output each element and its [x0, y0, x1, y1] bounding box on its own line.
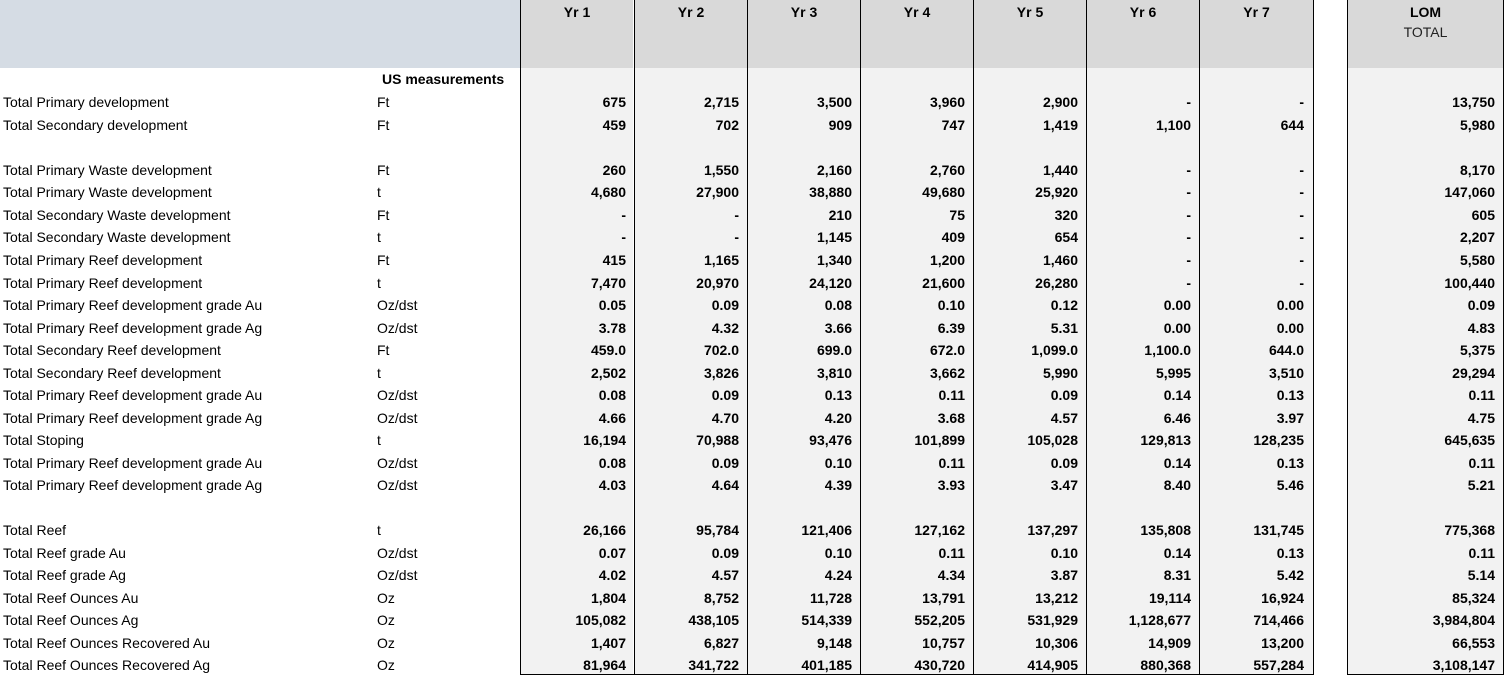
year-value: - [734, 207, 739, 223]
year-value: 0.11 [938, 545, 965, 561]
year-value: 101,899 [914, 432, 965, 448]
table-row [0, 632, 1505, 654]
year-value: - [734, 229, 739, 245]
year-value: 137,297 [1027, 522, 1078, 538]
year-value: 2,715 [703, 94, 739, 110]
year-value: 0.14 [1163, 545, 1191, 561]
year-value: 127,162 [914, 522, 965, 538]
year-value: 880,368 [1140, 657, 1191, 673]
year-value: 10,306 [1035, 635, 1078, 651]
year-value: 714,466 [1253, 612, 1304, 628]
year-value: 5,990 [1042, 365, 1078, 381]
row-unit: Oz [377, 657, 395, 673]
year-header: Yr 2 [635, 0, 747, 68]
lom-total-value: 2,207 [1459, 229, 1495, 245]
row-label: Total Primary Reef development grade Ag [3, 410, 263, 426]
year-value: 20,970 [696, 275, 739, 291]
year-value: 5.46 [1276, 477, 1304, 493]
lom-total-value: 3,108,147 [1432, 657, 1495, 673]
lom-total-value: 605 [1471, 207, 1495, 223]
year-value: 1,100 [1155, 117, 1191, 133]
lom-total-value: 775,368 [1444, 522, 1495, 538]
lom-total-value: 5,580 [1459, 252, 1495, 268]
year-value: - [1299, 275, 1304, 291]
lom-total-value: 4.75 [1467, 410, 1495, 426]
year-value: 0.00 [1163, 297, 1191, 313]
row-label: Total Reef grade Ag [3, 567, 126, 583]
year-value: 8.31 [1163, 567, 1191, 583]
year-value: - [1299, 207, 1304, 223]
year-value: 13,200 [1261, 635, 1304, 651]
year-value: 6,827 [703, 635, 739, 651]
year-value: 4.39 [824, 477, 852, 493]
row-label: Total Secondary Waste development [3, 229, 231, 245]
year-value: 0.08 [824, 297, 852, 313]
year-value: 129,813 [1140, 432, 1191, 448]
row-unit: Oz/dst [377, 387, 418, 403]
row-unit: t [377, 432, 381, 448]
year-value: 4.66 [598, 410, 626, 426]
year-value: 2,760 [929, 162, 965, 178]
table-row [0, 339, 1505, 361]
year-value: 4.64 [711, 477, 739, 493]
year-value: 459.0 [590, 342, 626, 358]
row-unit: Oz [377, 590, 395, 606]
year-value: 3,510 [1268, 365, 1304, 381]
lom-total-value: 8,170 [1459, 162, 1495, 178]
row-unit: Oz/dst [377, 297, 418, 313]
year-value: 49,680 [922, 184, 965, 200]
year-value: 672.0 [929, 342, 965, 358]
year-value: 3.93 [937, 477, 965, 493]
year-value: 1,099.0 [1031, 342, 1078, 358]
year-value: 8,752 [703, 590, 739, 606]
year-value: 105,028 [1027, 432, 1078, 448]
year-value: 3.68 [937, 410, 965, 426]
table-row [0, 272, 1505, 294]
year-value: 0.08 [598, 455, 626, 471]
table-row [0, 519, 1505, 541]
year-value: 5.31 [1050, 320, 1078, 336]
year-value: 7,470 [590, 275, 626, 291]
year-value: 4.03 [598, 477, 626, 493]
lom-total-value: 85,324 [1452, 590, 1495, 606]
row-unit: Oz/dst [377, 545, 418, 561]
lom-total-value: 0.09 [1467, 297, 1495, 313]
year-value: 0.11 [938, 455, 965, 471]
table-row [0, 609, 1505, 631]
year-value: 0.10 [824, 455, 852, 471]
lom-total-value: 5.21 [1467, 477, 1495, 493]
row-unit: Ft [377, 162, 390, 178]
year-value: 11,728 [809, 590, 852, 606]
table-row [0, 429, 1505, 451]
year-value: 95,784 [696, 522, 739, 538]
lom-total-value: 5,980 [1459, 117, 1495, 133]
year-value: 320 [1054, 207, 1078, 223]
year-value: 2,160 [816, 162, 852, 178]
lom-total-value: 66,553 [1452, 635, 1495, 651]
row-label: Total Reef Ounces Au [3, 590, 139, 606]
table-row [0, 91, 1505, 113]
year-value: 121,406 [801, 522, 852, 538]
year-value: 415 [602, 252, 626, 268]
year-value: 13,212 [1035, 590, 1078, 606]
year-value: 24,120 [809, 275, 852, 291]
year-value: 654 [1054, 229, 1078, 245]
section-label: US measurements [382, 71, 505, 87]
row-label: Total Reef Ounces Ag [3, 612, 139, 628]
year-value: 0.11 [938, 387, 965, 403]
year-value: - [1186, 229, 1191, 245]
year-value: 2,900 [1042, 94, 1078, 110]
table-row [0, 114, 1505, 136]
year-value: 0.14 [1163, 455, 1191, 471]
year-value: 1,165 [703, 252, 739, 268]
year-value: 3.78 [598, 320, 626, 336]
row-label: Total Reef [3, 522, 67, 538]
year-value: 210 [828, 207, 852, 223]
year-value: 25,920 [1035, 184, 1078, 200]
lom-total-value: 0.11 [1468, 387, 1495, 403]
year-value: 1,100.0 [1144, 342, 1191, 358]
year-value: 3,662 [929, 365, 965, 381]
year-value: 81,964 [583, 657, 626, 673]
row-unit: Ft [377, 117, 390, 133]
row-label: Total Secondary development [3, 117, 188, 133]
table-row [0, 407, 1505, 429]
year-value: 6.46 [1163, 410, 1191, 426]
year-value: 0.13 [1276, 545, 1304, 561]
lom-total-value: 3,984,804 [1432, 612, 1495, 628]
year-value: 0.13 [824, 387, 852, 403]
year-value: 14,909 [1148, 635, 1191, 651]
year-value: 909 [828, 117, 852, 133]
year-value: 0.09 [711, 387, 739, 403]
year-value: 675 [602, 94, 626, 110]
year-header: Yr 6 [1087, 0, 1199, 68]
row-unit: t [377, 184, 381, 200]
row-label: Total Reef Ounces Recovered Ag [3, 657, 211, 673]
row-unit: Ft [377, 252, 390, 268]
year-value: 430,720 [914, 657, 965, 673]
year-value: 699.0 [816, 342, 852, 358]
year-value: 0.07 [598, 545, 626, 561]
year-value: 1,419 [1042, 117, 1078, 133]
year-value: 4.02 [598, 567, 626, 583]
year-header: Yr 5 [974, 0, 1086, 68]
year-value: 105,082 [575, 612, 626, 628]
year-value: 0.09 [711, 545, 739, 561]
year-value: 135,808 [1140, 522, 1191, 538]
row-unit: Ft [377, 342, 390, 358]
row-label: Total Stoping [3, 432, 84, 448]
row-unit: Oz/dst [377, 567, 418, 583]
row-label: Total Reef grade Au [3, 545, 126, 561]
year-value: 0.10 [824, 545, 852, 561]
year-value: 75 [949, 207, 965, 223]
year-value: 6.39 [937, 320, 965, 336]
year-value: 19,114 [1148, 590, 1191, 606]
year-value: 644 [1280, 117, 1304, 133]
year-value: 0.09 [711, 455, 739, 471]
year-value: - [1186, 252, 1191, 268]
year-value: 9,148 [816, 635, 852, 651]
header-band [0, 0, 520, 68]
year-value: 1,460 [1042, 252, 1078, 268]
year-header: Yr 3 [748, 0, 860, 68]
year-value: 0.09 [1050, 455, 1078, 471]
year-value: 644.0 [1268, 342, 1304, 358]
year-value: 3,500 [816, 94, 852, 110]
year-value: 4,680 [590, 184, 626, 200]
year-value: 414,905 [1027, 657, 1078, 673]
year-value: 3.97 [1276, 410, 1304, 426]
year-value: - [1299, 229, 1304, 245]
year-value: 409 [941, 229, 965, 245]
year-value: 93,476 [809, 432, 852, 448]
year-header: Yr 4 [861, 0, 973, 68]
row-label: Total Secondary Reef development [3, 342, 221, 358]
year-value: 1,550 [703, 162, 739, 178]
row-label: Total Primary Reef development grade Ag [3, 477, 263, 493]
year-value: - [1299, 252, 1304, 268]
row-label: Total Reef Ounces Recovered Au [3, 635, 211, 651]
year-value: 3.47 [1050, 477, 1078, 493]
year-value: 16,194 [583, 432, 626, 448]
lom-total-value: 4.83 [1467, 320, 1495, 336]
year-value: 4.24 [824, 567, 852, 583]
year-value: 1,440 [1042, 162, 1078, 178]
row-label: Total Primary Waste development [3, 162, 212, 178]
row-unit: Oz/dst [377, 455, 418, 471]
lom-subtitle: TOTAL [1403, 24, 1448, 40]
year-value: 1,200 [929, 252, 965, 268]
year-value: 552,205 [914, 612, 965, 628]
year-value: 3,810 [816, 365, 852, 381]
year-value: 0.00 [1163, 320, 1191, 336]
year-value: 26,166 [583, 522, 626, 538]
lom-total-value: 29,294 [1452, 365, 1495, 381]
year-value: 1,340 [816, 252, 852, 268]
lom-total-value: 0.11 [1468, 455, 1495, 471]
year-value: 70,988 [696, 432, 739, 448]
year-value: 0.10 [1050, 545, 1078, 561]
year-value: 5,995 [1155, 365, 1191, 381]
row-unit: Ft [377, 207, 390, 223]
table-row [0, 384, 1505, 406]
year-header: Yr 1 [521, 0, 633, 68]
table-row [0, 587, 1505, 609]
year-value: 2,502 [590, 365, 626, 381]
year-value: 4.34 [937, 567, 965, 583]
year-value: 341,722 [688, 657, 739, 673]
year-value: 10,757 [922, 635, 965, 651]
table-row [0, 564, 1505, 586]
year-value: - [1299, 184, 1304, 200]
year-value: 8.40 [1163, 477, 1191, 493]
year-value: 26,280 [1035, 275, 1078, 291]
row-unit: t [377, 275, 381, 291]
row-label: Total Primary Waste development [3, 184, 212, 200]
row-label: Total Primary development [3, 94, 169, 110]
row-unit: t [377, 365, 381, 381]
lom-total-value: 5.14 [1467, 567, 1495, 583]
year-value: 4.57 [711, 567, 739, 583]
year-value: 131,745 [1253, 522, 1304, 538]
table-row [0, 204, 1505, 226]
year-value: 13,791 [922, 590, 965, 606]
year-value: 1,407 [590, 635, 626, 651]
table-row [0, 317, 1505, 339]
year-value: - [1186, 184, 1191, 200]
row-unit: Oz [377, 635, 395, 651]
row-label: Total Primary Reef development grade Ag [3, 320, 263, 336]
table-row [0, 474, 1505, 496]
year-value: 1,128,677 [1128, 612, 1191, 628]
year-value: 0.08 [598, 387, 626, 403]
year-value: 27,900 [696, 184, 739, 200]
table-row [0, 362, 1505, 384]
year-value: 0.13 [1276, 387, 1304, 403]
year-value: - [1299, 94, 1304, 110]
year-value: 557,284 [1253, 657, 1304, 673]
year-value: 0.00 [1276, 320, 1304, 336]
table-row [0, 654, 1505, 676]
year-value: 0.12 [1050, 297, 1078, 313]
row-unit: Oz/dst [377, 320, 418, 336]
row-unit: Ft [377, 94, 390, 110]
year-value: - [1186, 207, 1191, 223]
table-row [0, 181, 1505, 203]
year-value: 3.66 [824, 320, 852, 336]
year-value: 4.32 [711, 320, 739, 336]
year-value: 0.14 [1163, 387, 1191, 403]
year-value: 438,105 [688, 612, 739, 628]
year-value: 16,924 [1261, 590, 1304, 606]
year-value: 128,235 [1253, 432, 1304, 448]
year-header: Yr 7 [1200, 0, 1313, 68]
year-value: - [621, 229, 626, 245]
table-row [0, 249, 1505, 271]
year-value: 4.57 [1050, 410, 1078, 426]
year-value: 514,339 [801, 612, 852, 628]
table-row [0, 542, 1505, 564]
row-label: Total Primary Reef development grade Au [3, 297, 263, 313]
year-value: 1,804 [590, 590, 626, 606]
row-label: Total Primary Reef development [3, 252, 203, 268]
year-value: 702.0 [703, 342, 739, 358]
year-value: 702 [715, 117, 739, 133]
year-value: 459 [602, 117, 626, 133]
year-value: 38,880 [809, 184, 852, 200]
year-value: 1,145 [816, 229, 852, 245]
year-value: 3.87 [1050, 567, 1078, 583]
row-label: Total Primary Reef development grade Au [3, 455, 263, 471]
year-value: 3,826 [703, 365, 739, 381]
lom-title: LOM [1409, 4, 1442, 20]
year-value: 531,929 [1027, 612, 1078, 628]
lom-total-value: 147,060 [1444, 184, 1495, 200]
row-label: Total Primary Reef development [3, 275, 203, 291]
year-value: - [1299, 162, 1304, 178]
year-value: 401,185 [801, 657, 852, 673]
table-row [0, 226, 1505, 248]
row-unit: Oz/dst [377, 410, 418, 426]
year-value: 0.10 [937, 297, 965, 313]
lom-total-value: 645,635 [1444, 432, 1495, 448]
row-unit: t [377, 229, 381, 245]
year-value: 4.20 [824, 410, 852, 426]
year-value: 747 [941, 117, 965, 133]
row-unit: Oz/dst [377, 477, 418, 493]
table-row [0, 294, 1505, 316]
year-value: - [1186, 275, 1191, 291]
lom-total-value: 100,440 [1444, 275, 1495, 291]
year-value: 21,600 [922, 275, 965, 291]
year-value: - [1186, 94, 1191, 110]
row-label: Total Secondary Reef development [3, 365, 221, 381]
table-row [0, 452, 1505, 474]
lom-total-value: 13,750 [1452, 94, 1495, 110]
row-label: Total Secondary Waste development [3, 207, 231, 223]
lom-total-value: 5,375 [1459, 342, 1495, 358]
year-value: 0.00 [1276, 297, 1304, 313]
year-value: 260 [602, 162, 626, 178]
row-unit: t [377, 522, 381, 538]
row-unit: Oz [377, 612, 395, 628]
year-value: 0.09 [711, 297, 739, 313]
year-value: 3,960 [929, 94, 965, 110]
table-row [0, 159, 1505, 181]
row-label: Total Primary Reef development grade Au [3, 387, 263, 403]
year-value: 0.09 [1050, 387, 1078, 403]
year-value: - [621, 207, 626, 223]
lom-total-value: 0.11 [1468, 545, 1495, 561]
year-value: 4.70 [711, 410, 739, 426]
year-value: 0.13 [1276, 455, 1304, 471]
lom-header [1348, 0, 1503, 68]
year-value: 0.05 [598, 297, 626, 313]
year-value: - [1186, 162, 1191, 178]
year-value: 5.42 [1276, 567, 1304, 583]
